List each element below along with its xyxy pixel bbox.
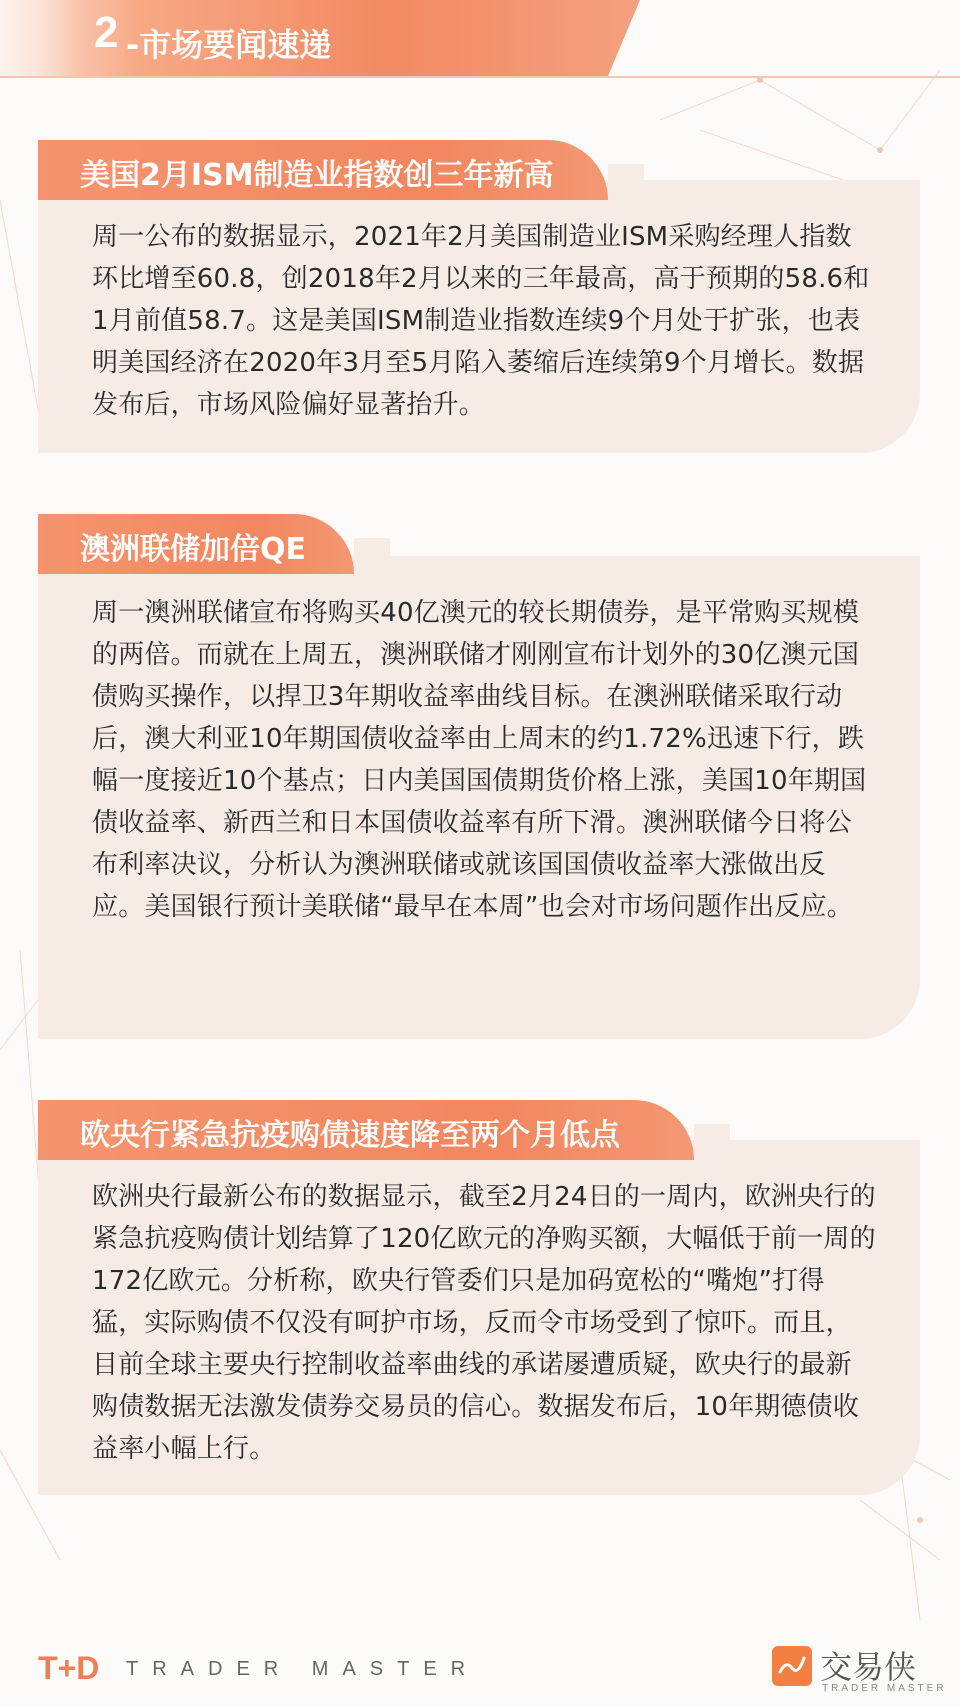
news-card-3-body: 欧洲央行最新公布的数据显示，截至2月24日的一周内，欧洲央行的紧急抗疫购债计划结算了120亿欧元的净购买额，大幅低于前一周的172亿欧元。分析称，欧央行管委们只是加码宽松的“嘴炮”打得猛，实际购债不仅没有呵护市场，反而令市场受到了惊吓。而且，目前全球主要央行控制收益率曲线的承诺屡遭质疑，欧央行的最新购债数据无法激发债券交易员的信心。数据发布后，10年期德债收益率小幅上行。 <box>92 1182 876 1464</box>
td-logo: T+D <box>38 1650 100 1686</box>
trader-master-logo-cn: 交易侠 <box>820 1648 917 1686</box>
news-card-2-title: 澳洲联储加倍QE <box>80 532 306 567</box>
news-card-2-body: 周一澳洲联储宣布将购买40亿澳元的较长期债券，是平常购买规模的两倍。而就在上周五，澳洲联储才刚刚宣布计划外的30亿澳元国债购买操作，以捍卫3年期收益率曲线目标。在澳洲联储采取行动后，澳大利亚10年期国债收益率由上周末的约1.72%迅速下行，跌幅一度接近10个基点；日内美国国债期货价格上涨，美国10年期国债收益率、新西兰和日本国债收益率有所下滑。澳洲联储今日将公布利率决议，分析认为澳洲联储或就该国国债收益率大涨做出反应。美国银行预计美联储“最早在本周”也会对市场问题作出反应。 <box>92 598 867 922</box>
trader-master-logo-icon <box>772 1646 812 1686</box>
trader-master-logo-en: TRADER MASTER <box>822 1683 947 1694</box>
section-number: 2 <box>94 8 119 57</box>
footer-brand-text: TRADER MASTER <box>126 1658 480 1680</box>
news-card-3-title: 欧央行紧急抗疫购债速度降至两个月低点 <box>80 1118 620 1153</box>
header-band-fade <box>0 0 80 76</box>
news-card-1-body: 周一公布的数据显示，2021年2月美国制造业ISM采购经理人指数环比增至60.8，创2018年2月以来的三年最高，高于预期的58.6和1月前值58.7。这是美国ISM制造业指数连续9个月处于扩张，也表明美国经济在2020年3月至5月陷入萎缩后连续第9个月增长。数据发布后，市场风险偏好显著抬升。 <box>92 222 870 420</box>
section-header <box>0 0 960 80</box>
news-card-1-title: 美国2月ISM制造业指数创三年新高 <box>80 158 554 193</box>
section-title: -市场要闻速递 <box>126 26 332 64</box>
header-divider <box>0 76 960 78</box>
